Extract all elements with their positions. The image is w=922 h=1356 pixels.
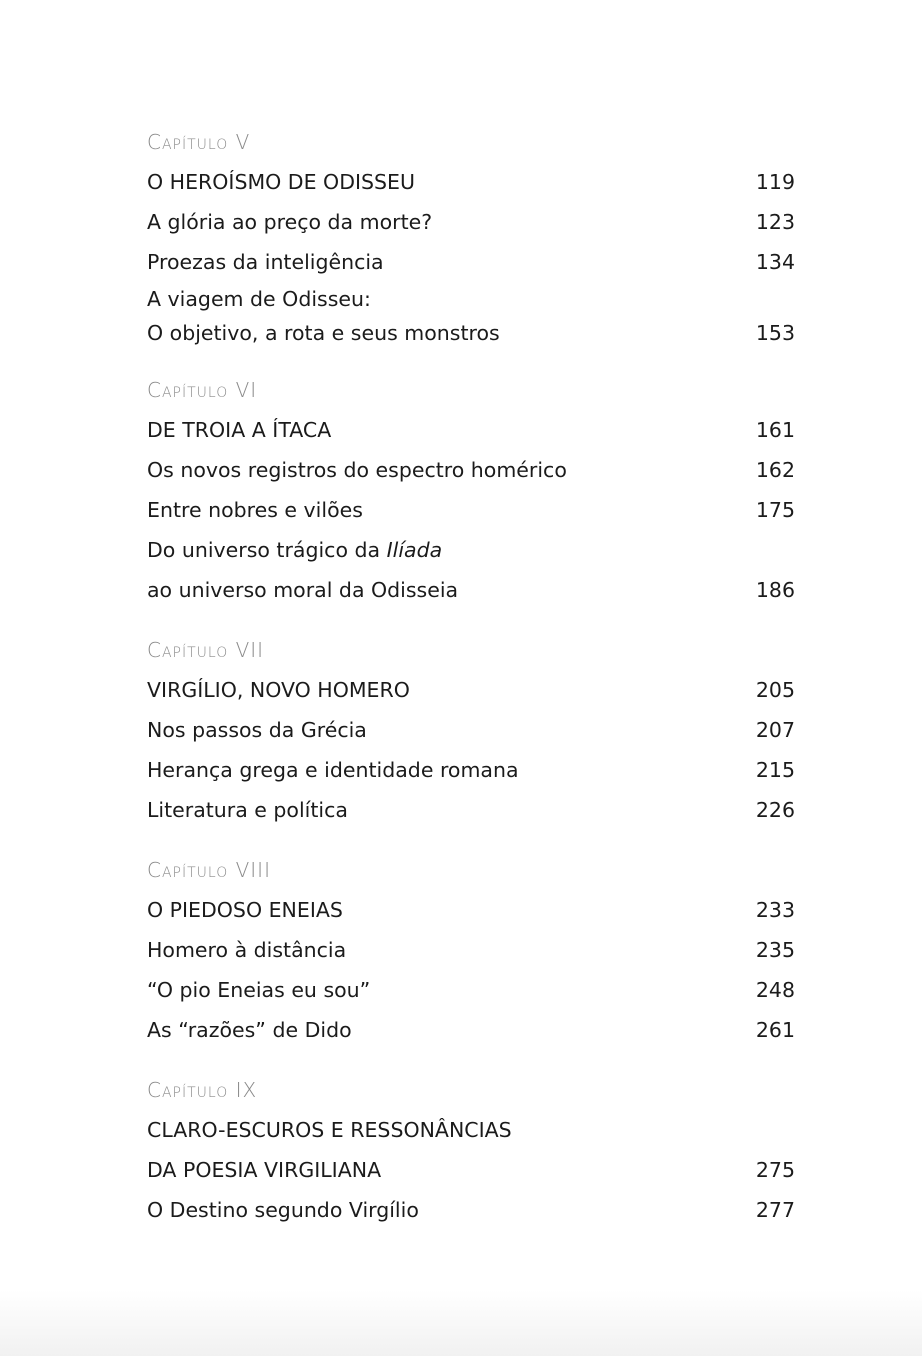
chapter-heading[interactable] <box>147 890 795 930</box>
page-number: 277 <box>755 1198 795 1222</box>
entry-title: Homero à distância <box>147 938 347 962</box>
chapter-label: Capítulo V <box>147 130 251 154</box>
entry-title-line-2: ao universo moral da Odisseia <box>147 578 459 602</box>
toc-entry[interactable] <box>147 1010 795 1050</box>
entry-title-text: Do universo trágico da <box>147 538 387 562</box>
entry-line <box>147 282 795 316</box>
entry-title-line-1: A viagem de Odisseu: <box>147 287 371 311</box>
page-number: 153 <box>755 321 795 345</box>
page-number: 207 <box>755 718 795 742</box>
chapter-title: O PIEDOSO ENEIAS <box>147 898 343 922</box>
heading-line <box>147 1150 795 1190</box>
chapter-heading[interactable] <box>147 1110 795 1190</box>
toc-entry[interactable] <box>147 750 795 790</box>
page-number: 162 <box>755 458 795 482</box>
toc-entry[interactable] <box>147 490 795 530</box>
toc-entry[interactable] <box>147 202 795 242</box>
italic-title: Ilíada <box>386 538 443 562</box>
chapter-9 <box>147 1070 795 1230</box>
chapter-7 <box>147 630 795 830</box>
page-number: 226 <box>755 798 795 822</box>
toc-entry[interactable] <box>147 450 795 490</box>
page-number: 235 <box>755 938 795 962</box>
toc-entry[interactable] <box>147 970 795 1010</box>
page-number: 215 <box>755 758 795 782</box>
toc-entry[interactable] <box>147 1190 795 1230</box>
page-number: 275 <box>755 1158 795 1182</box>
page-number: 233 <box>755 898 795 922</box>
toc-entry[interactable] <box>147 710 795 750</box>
chapter-heading[interactable] <box>147 670 795 710</box>
chapter-5 <box>147 122 795 350</box>
entry-line <box>147 530 795 570</box>
page-number: 186 <box>755 578 795 602</box>
chapter-title-line-1: CLARO-ESCUROS E RESSONÂNCIAS <box>147 1118 512 1142</box>
entry-line <box>147 570 795 610</box>
page-number: 175 <box>755 498 795 522</box>
heading-line <box>147 1110 795 1150</box>
page-number: 134 <box>755 250 795 274</box>
chapter-label: Capítulo VIII <box>147 858 271 882</box>
page-number: 261 <box>755 1018 795 1042</box>
chapter-label: Capítulo IX <box>147 1078 258 1102</box>
toc-entry[interactable] <box>147 790 795 830</box>
chapter-6 <box>147 370 795 610</box>
toc-entry[interactable] <box>147 282 795 350</box>
entry-title: Herança grega e identidade romana <box>147 758 519 782</box>
entry-title: Nos passos da Grécia <box>147 718 367 742</box>
entry-title: Entre nobres e vilões <box>147 498 363 522</box>
chapter-heading[interactable] <box>147 162 795 202</box>
chapter-title: O HEROÍSMO DE ODISSEU <box>147 170 416 194</box>
page-number: 161 <box>755 418 795 442</box>
page-number: 119 <box>755 170 795 194</box>
page-number: 123 <box>755 210 795 234</box>
entry-title: O Destino segundo Virgílio <box>147 1198 419 1222</box>
entry-title: Literatura e política <box>147 798 348 822</box>
toc-entry[interactable] <box>147 930 795 970</box>
chapter-8 <box>147 850 795 1050</box>
entry-title-line-1 <box>147 530 795 570</box>
entry-line <box>147 316 795 350</box>
chapter-label: Capítulo VI <box>147 378 258 402</box>
page-number: 248 <box>755 978 795 1002</box>
toc-entry[interactable] <box>147 242 795 282</box>
page-number: 205 <box>755 678 795 702</box>
entry-title: As “razões” de Dido <box>147 1018 352 1042</box>
chapter-title: DE TROIA A ÍTACA <box>147 418 332 442</box>
entry-title: Os novos registros do espectro homérico <box>147 458 567 482</box>
entry-title-line-2: O objetivo, a rota e seus monstros <box>147 321 500 345</box>
entry-title: Proezas da inteligência <box>147 250 384 274</box>
table-of-contents <box>147 122 795 1250</box>
entry-title: “O pio Eneias eu sou” <box>147 978 371 1002</box>
toc-entry[interactable] <box>147 530 795 610</box>
chapter-heading[interactable] <box>147 410 795 450</box>
chapter-title: VIRGÍLIO, NOVO HOMERO <box>147 678 410 702</box>
chapter-label: Capítulo VII <box>147 638 265 662</box>
entry-title: A glória ao preço da morte? <box>147 210 433 234</box>
chapter-title-line-2: DA POESIA VIRGILIANA <box>147 1158 382 1182</box>
